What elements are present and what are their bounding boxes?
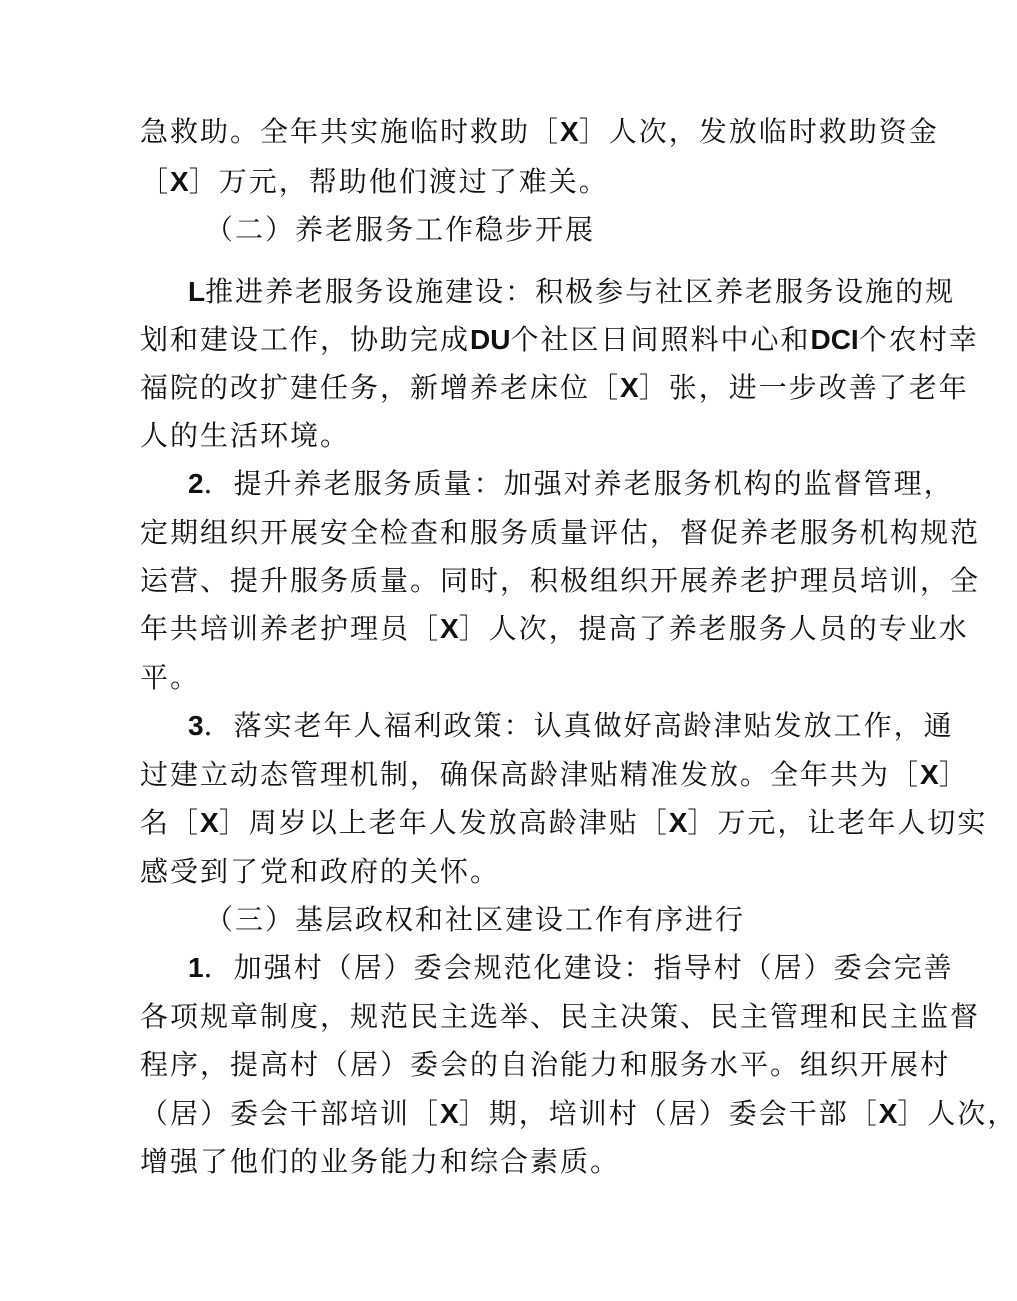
- latin-token: X: [170, 166, 189, 197]
- text-line: [140, 803, 987, 843]
- text-line: [140, 1094, 1017, 1134]
- text-run: ］人次，提高了养老服务人员的专业水: [458, 612, 969, 645]
- text-line: [140, 513, 980, 553]
- text-line: [140, 416, 350, 456]
- latin-token: 1: [188, 952, 204, 983]
- latin-token: X: [920, 759, 939, 790]
- latin-token: X: [440, 613, 459, 644]
- text-run: 过建立动态管理机制，确保高龄津贴精准发放。全年共为［: [140, 758, 921, 791]
- text-run: ］: [938, 758, 969, 791]
- text-run: ．落实老年人福利政策：认真做好高龄津贴发放工作，通: [203, 709, 954, 742]
- latin-token: DU: [470, 324, 511, 355]
- latin-token: 3: [188, 710, 204, 741]
- text-line: [140, 162, 609, 202]
- text-run: 平。: [140, 661, 201, 694]
- text-line: [140, 755, 969, 795]
- latin-token: 2: [188, 468, 204, 499]
- text-line: [140, 1045, 950, 1085]
- latin-token: L: [188, 276, 206, 307]
- text-run: 个农村幸: [858, 323, 979, 356]
- text-run: （二）养老服务工作稳步开展: [205, 213, 596, 246]
- text-run: ］人次，: [897, 1097, 1017, 1130]
- text-line: [188, 706, 954, 746]
- text-line: [188, 272, 955, 312]
- text-run: 名［: [140, 806, 201, 839]
- text-run: ］张，进一步改善了老年: [638, 371, 969, 404]
- text-run: 增强了他们的业务能力和综合素质。: [140, 1145, 621, 1178]
- text-run: ．提升养老服务质量：加强对养老服务机构的监督管理，: [203, 467, 954, 500]
- text-line: [188, 948, 954, 988]
- text-run: 人的生活环境。: [140, 419, 351, 452]
- text-line: [140, 561, 980, 601]
- text-run: 定期组织开展安全检查和服务质量评估，督促养老服务机构规范: [140, 516, 981, 549]
- text-run: 划和建设工作，协助完成: [140, 323, 471, 356]
- latin-token: X: [620, 372, 639, 403]
- text-run: ］万元，帮助他们渡过了难关。: [188, 165, 609, 198]
- text-line: [140, 1142, 620, 1182]
- text-line: [140, 852, 500, 892]
- latin-token: X: [668, 807, 688, 838]
- text-run: 运营、提升服务质量。同时，积极组织开展养老护理员培训，全: [140, 564, 981, 597]
- section-heading: [205, 210, 595, 250]
- latin-token: X: [200, 807, 219, 838]
- text-run: 推进养老服务设施建设：积极参与社区养老服务设施的规: [205, 275, 956, 308]
- latin-token: X: [878, 1098, 898, 1129]
- text-line: [140, 368, 969, 408]
- latin-token: DCI: [810, 324, 859, 355]
- text-line: [140, 112, 939, 152]
- text-run: （三）基层政权和社区建设工作有序进行: [205, 903, 746, 936]
- latin-token: X: [440, 1098, 459, 1129]
- text-run: 个社区日间照料中心和: [510, 323, 811, 356]
- text-run: 急救助。全年共实施临时救助［: [140, 115, 561, 148]
- text-run: ］期，培训村（居）委会干部［: [458, 1097, 879, 1130]
- text-line: [140, 997, 980, 1037]
- text-run: （居）委会干部培训［: [140, 1097, 441, 1130]
- text-run: 程序，提高村（居）委会的自治能力和服务水平。组织开展村: [140, 1048, 951, 1081]
- section-heading: [205, 900, 745, 940]
- text-run: ］人次，发放临时救助资金: [578, 115, 939, 148]
- text-run: 感受到了党和政府的关怀。: [140, 855, 501, 888]
- text-line: [140, 320, 979, 360]
- text-line: [140, 609, 969, 649]
- text-run: ］周岁以上老年人发放高龄津贴［: [218, 806, 669, 839]
- latin-token: X: [560, 116, 579, 147]
- text-run: 福院的改扩建任务，新增养老床位［: [140, 371, 621, 404]
- text-line: [188, 464, 954, 504]
- text-run: 年共培训养老护理员［: [140, 612, 441, 645]
- text-run: ］万元，让老年人切实: [687, 806, 988, 839]
- text-run: ［: [140, 165, 171, 198]
- text-run: 各项规章制度，规范民主选举、民主决策、民主管理和民主监督: [140, 1000, 981, 1033]
- text-run: ．加强村（居）委会规范化建设：指导村（居）委会完善: [203, 951, 954, 984]
- text-line: [140, 658, 200, 698]
